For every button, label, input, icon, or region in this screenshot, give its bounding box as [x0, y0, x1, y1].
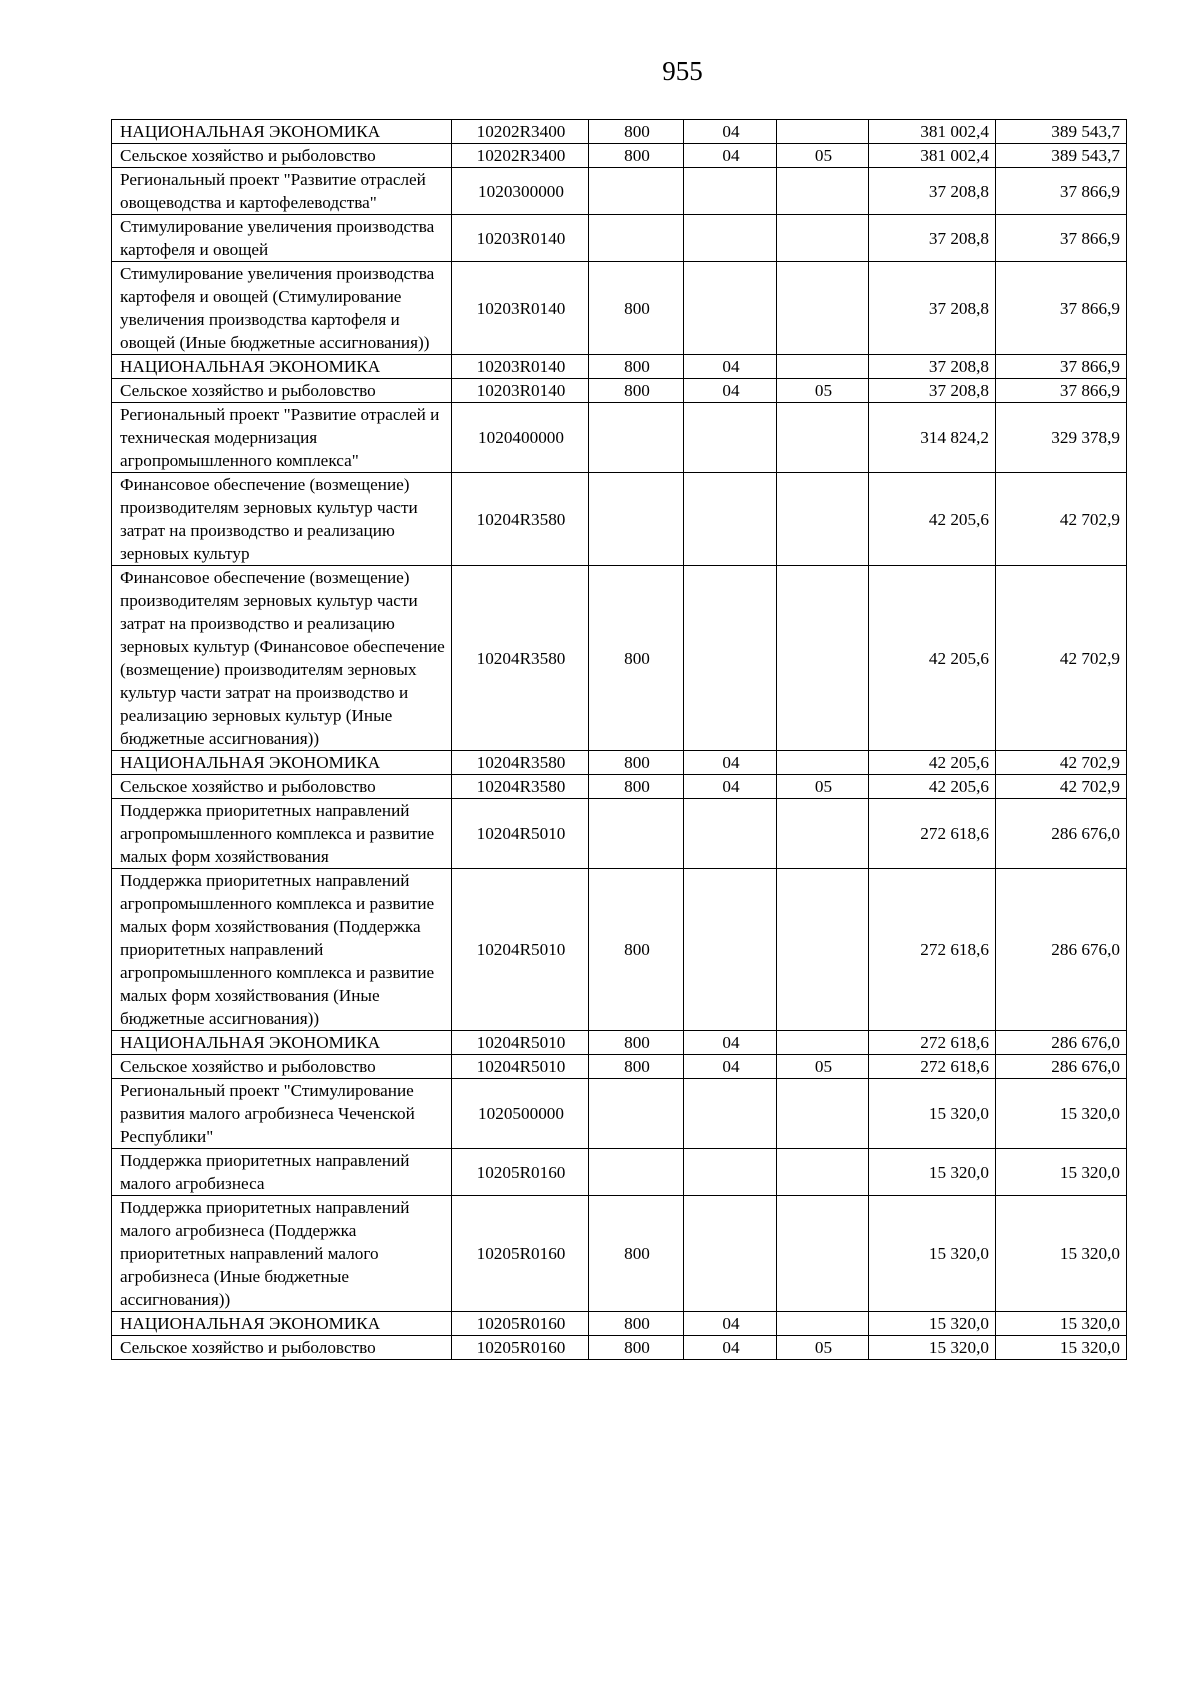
row-name-cell: Сельское хозяйство и рыболовство — [112, 775, 452, 799]
amount-year1-cell: 15 320,0 — [869, 1079, 996, 1149]
amount-year2-cell: 286 676,0 — [996, 1031, 1127, 1055]
table-row — [112, 751, 1127, 775]
section-cell — [684, 1079, 777, 1149]
target-code-cell: 10204R3580 — [452, 775, 589, 799]
table-row — [112, 775, 1127, 799]
expense-type-cell: 800 — [589, 379, 684, 403]
target-code-cell: 10205R0160 — [452, 1149, 589, 1196]
table-row — [112, 120, 1127, 144]
section-cell — [684, 1196, 777, 1312]
row-name-cell: Поддержка приоритетных направлений малого агробизнеса (Поддержка приоритетных направлений малого агробизнеса (Иные бюджетные ассигнования)) — [112, 1196, 452, 1312]
target-code-cell: 10203R0140 — [452, 355, 589, 379]
target-code-cell: 10205R0160 — [452, 1196, 589, 1312]
section-cell: 04 — [684, 775, 777, 799]
target-code-cell: 10204R5010 — [452, 799, 589, 869]
section-cell: 04 — [684, 1031, 777, 1055]
table-row — [112, 799, 1127, 869]
expense-type-cell: 800 — [589, 120, 684, 144]
section-cell: 04 — [684, 1055, 777, 1079]
section-cell: 04 — [684, 144, 777, 168]
expense-type-cell: 800 — [589, 869, 684, 1031]
table-row — [112, 566, 1127, 751]
amount-year2-cell: 286 676,0 — [996, 799, 1127, 869]
subsection-cell — [777, 869, 869, 1031]
subsection-cell — [777, 1079, 869, 1149]
subsection-cell: 05 — [777, 1055, 869, 1079]
row-name-cell: НАЦИОНАЛЬНАЯ ЭКОНОМИКА — [112, 751, 452, 775]
subsection-cell — [777, 799, 869, 869]
subsection-cell: 05 — [777, 1336, 869, 1360]
amount-year2-cell: 15 320,0 — [996, 1196, 1127, 1312]
expense-type-cell: 800 — [589, 751, 684, 775]
target-code-cell: 10204R3580 — [452, 751, 589, 775]
row-name-cell: НАЦИОНАЛЬНАЯ ЭКОНОМИКА — [112, 355, 452, 379]
table-row — [112, 379, 1127, 403]
subsection-cell — [777, 473, 869, 566]
subsection-cell — [777, 215, 869, 262]
amount-year1-cell: 15 320,0 — [869, 1312, 996, 1336]
subsection-cell: 05 — [777, 144, 869, 168]
table-row — [112, 869, 1127, 1031]
amount-year1-cell: 15 320,0 — [869, 1336, 996, 1360]
section-cell — [684, 403, 777, 473]
amount-year1-cell: 381 002,4 — [869, 144, 996, 168]
table-row — [112, 1055, 1127, 1079]
expense-type-cell: 800 — [589, 775, 684, 799]
expense-type-cell: 800 — [589, 1055, 684, 1079]
table-row — [112, 144, 1127, 168]
section-cell: 04 — [684, 120, 777, 144]
subsection-cell — [777, 168, 869, 215]
subsection-cell — [777, 262, 869, 355]
table-row — [112, 355, 1127, 379]
expense-type-cell: 800 — [589, 1196, 684, 1312]
target-code-cell: 10203R0140 — [452, 262, 589, 355]
subsection-cell: 05 — [777, 379, 869, 403]
section-cell — [684, 262, 777, 355]
row-name-cell: Поддержка приоритетных направлений агропромышленного комплекса и развитие малых форм хозяйствования — [112, 799, 452, 869]
section-cell — [684, 473, 777, 566]
target-code-cell: 10204R3580 — [452, 566, 589, 751]
target-code-cell: 10203R0140 — [452, 215, 589, 262]
target-code-cell: 1020400000 — [452, 403, 589, 473]
amount-year1-cell: 381 002,4 — [869, 120, 996, 144]
budget-table-body — [112, 120, 1127, 1360]
subsection-cell — [777, 355, 869, 379]
section-cell — [684, 869, 777, 1031]
amount-year2-cell: 37 866,9 — [996, 262, 1127, 355]
expense-type-cell: 800 — [589, 566, 684, 751]
expense-type-cell: 800 — [589, 262, 684, 355]
row-name-cell: Региональный проект "Стимулирование развития малого агробизнеса Чеченской Республики" — [112, 1079, 452, 1149]
expense-type-cell: 800 — [589, 355, 684, 379]
target-code-cell: 1020300000 — [452, 168, 589, 215]
amount-year1-cell: 272 618,6 — [869, 799, 996, 869]
section-cell: 04 — [684, 1312, 777, 1336]
amount-year2-cell: 15 320,0 — [996, 1336, 1127, 1360]
amount-year1-cell: 42 205,6 — [869, 775, 996, 799]
amount-year2-cell: 389 543,7 — [996, 120, 1127, 144]
page-number: 955 — [662, 56, 703, 86]
section-cell — [684, 215, 777, 262]
amount-year1-cell: 42 205,6 — [869, 473, 996, 566]
expense-type-cell — [589, 799, 684, 869]
subsection-cell — [777, 751, 869, 775]
amount-year2-cell: 37 866,9 — [996, 379, 1127, 403]
expense-type-cell — [589, 1079, 684, 1149]
amount-year2-cell: 42 702,9 — [996, 473, 1127, 566]
row-name-cell: Сельское хозяйство и рыболовство — [112, 144, 452, 168]
amount-year1-cell: 37 208,8 — [869, 355, 996, 379]
row-name-cell: Региональный проект "Развитие отраслей овощеводства и картофелеводства" — [112, 168, 452, 215]
row-name-cell: НАЦИОНАЛЬНАЯ ЭКОНОМИКА — [112, 1312, 452, 1336]
expense-type-cell: 800 — [589, 144, 684, 168]
target-code-cell: 10205R0160 — [452, 1312, 589, 1336]
target-code-cell: 10204R5010 — [452, 869, 589, 1031]
amount-year1-cell: 272 618,6 — [869, 869, 996, 1031]
target-code-cell: 10202R3400 — [452, 120, 589, 144]
target-code-cell: 10205R0160 — [452, 1336, 589, 1360]
amount-year2-cell: 15 320,0 — [996, 1312, 1127, 1336]
section-cell — [684, 168, 777, 215]
amount-year2-cell: 15 320,0 — [996, 1149, 1127, 1196]
table-row — [112, 1196, 1127, 1312]
amount-year2-cell: 37 866,9 — [996, 215, 1127, 262]
table-row — [112, 168, 1127, 215]
table-row — [112, 215, 1127, 262]
table-row — [112, 403, 1127, 473]
amount-year2-cell: 329 378,9 — [996, 403, 1127, 473]
table-row — [112, 1079, 1127, 1149]
row-name-cell: Региональный проект "Развитие отраслей и техническая модернизация агропромышленного комплекса" — [112, 403, 452, 473]
amount-year2-cell: 389 543,7 — [996, 144, 1127, 168]
amount-year1-cell: 37 208,8 — [869, 379, 996, 403]
table-row — [112, 473, 1127, 566]
amount-year2-cell: 42 702,9 — [996, 751, 1127, 775]
expense-type-cell — [589, 168, 684, 215]
amount-year2-cell: 15 320,0 — [996, 1079, 1127, 1149]
section-cell: 04 — [684, 355, 777, 379]
row-name-cell: Финансовое обеспечение (возмещение) производителям зерновых культур части затрат на производство и реализацию зерновых культур (Финансовое обеспечение (возмещение) производителям зерновых культур части затрат на производство и реализацию зерновых культур (Иные бюджетные ассигнования)) — [112, 566, 452, 751]
subsection-cell — [777, 566, 869, 751]
target-code-cell: 10204R3580 — [452, 473, 589, 566]
section-cell: 04 — [684, 379, 777, 403]
amount-year1-cell: 272 618,6 — [869, 1031, 996, 1055]
target-code-cell: 1020500000 — [452, 1079, 589, 1149]
subsection-cell — [777, 1312, 869, 1336]
row-name-cell: Сельское хозяйство и рыболовство — [112, 1336, 452, 1360]
section-cell — [684, 1149, 777, 1196]
amount-year2-cell: 42 702,9 — [996, 775, 1127, 799]
target-code-cell: 10203R0140 — [452, 379, 589, 403]
row-name-cell: Сельское хозяйство и рыболовство — [112, 1055, 452, 1079]
section-cell — [684, 566, 777, 751]
subsection-cell — [777, 1149, 869, 1196]
amount-year1-cell: 15 320,0 — [869, 1149, 996, 1196]
row-name-cell: Стимулирование увеличения производства картофеля и овощей (Стимулирование увеличения производства картофеля и овощей (Иные бюджетные ассигнования)) — [112, 262, 452, 355]
expense-type-cell: 800 — [589, 1312, 684, 1336]
amount-year2-cell: 42 702,9 — [996, 566, 1127, 751]
amount-year1-cell: 37 208,8 — [869, 215, 996, 262]
table-row — [112, 1031, 1127, 1055]
table-row — [112, 1336, 1127, 1360]
amount-year1-cell: 272 618,6 — [869, 1055, 996, 1079]
row-name-cell: НАЦИОНАЛЬНАЯ ЭКОНОМИКА — [112, 1031, 452, 1055]
expense-type-cell — [589, 215, 684, 262]
row-name-cell: Стимулирование увеличения производства картофеля и овощей — [112, 215, 452, 262]
subsection-cell — [777, 1196, 869, 1312]
table-row — [112, 1149, 1127, 1196]
section-cell — [684, 799, 777, 869]
amount-year1-cell: 42 205,6 — [869, 566, 996, 751]
expense-type-cell — [589, 403, 684, 473]
amount-year1-cell: 314 824,2 — [869, 403, 996, 473]
row-name-cell: Финансовое обеспечение (возмещение) производителям зерновых культур части затрат на производство и реализацию зерновых культур — [112, 473, 452, 566]
row-name-cell: НАЦИОНАЛЬНАЯ ЭКОНОМИКА — [112, 120, 452, 144]
row-name-cell: Сельское хозяйство и рыболовство — [112, 379, 452, 403]
budget-table — [111, 119, 1127, 1360]
amount-year2-cell: 286 676,0 — [996, 869, 1127, 1031]
section-cell: 04 — [684, 751, 777, 775]
amount-year1-cell: 37 208,8 — [869, 168, 996, 215]
row-name-cell: Поддержка приоритетных направлений агропромышленного комплекса и развитие малых форм хозяйствования (Поддержка приоритетных направлений агропромышленного комплекса и развитие малых форм хозяйствования (Иные бюджетные ассигнования)) — [112, 869, 452, 1031]
expense-type-cell: 800 — [589, 1336, 684, 1360]
table-row — [112, 1312, 1127, 1336]
amount-year1-cell: 15 320,0 — [869, 1196, 996, 1312]
expense-type-cell — [589, 1149, 684, 1196]
expense-type-cell: 800 — [589, 1031, 684, 1055]
amount-year1-cell: 42 205,6 — [869, 751, 996, 775]
amount-year2-cell: 286 676,0 — [996, 1055, 1127, 1079]
subsection-cell — [777, 1031, 869, 1055]
amount-year2-cell: 37 866,9 — [996, 168, 1127, 215]
subsection-cell: 05 — [777, 775, 869, 799]
target-code-cell: 10204R5010 — [452, 1055, 589, 1079]
target-code-cell: 10204R5010 — [452, 1031, 589, 1055]
amount-year1-cell: 37 208,8 — [869, 262, 996, 355]
row-name-cell: Поддержка приоритетных направлений малого агробизнеса — [112, 1149, 452, 1196]
section-cell: 04 — [684, 1336, 777, 1360]
expense-type-cell — [589, 473, 684, 566]
table-row — [112, 262, 1127, 355]
target-code-cell: 10202R3400 — [452, 144, 589, 168]
amount-year2-cell: 37 866,9 — [996, 355, 1127, 379]
subsection-cell — [777, 403, 869, 473]
subsection-cell — [777, 120, 869, 144]
